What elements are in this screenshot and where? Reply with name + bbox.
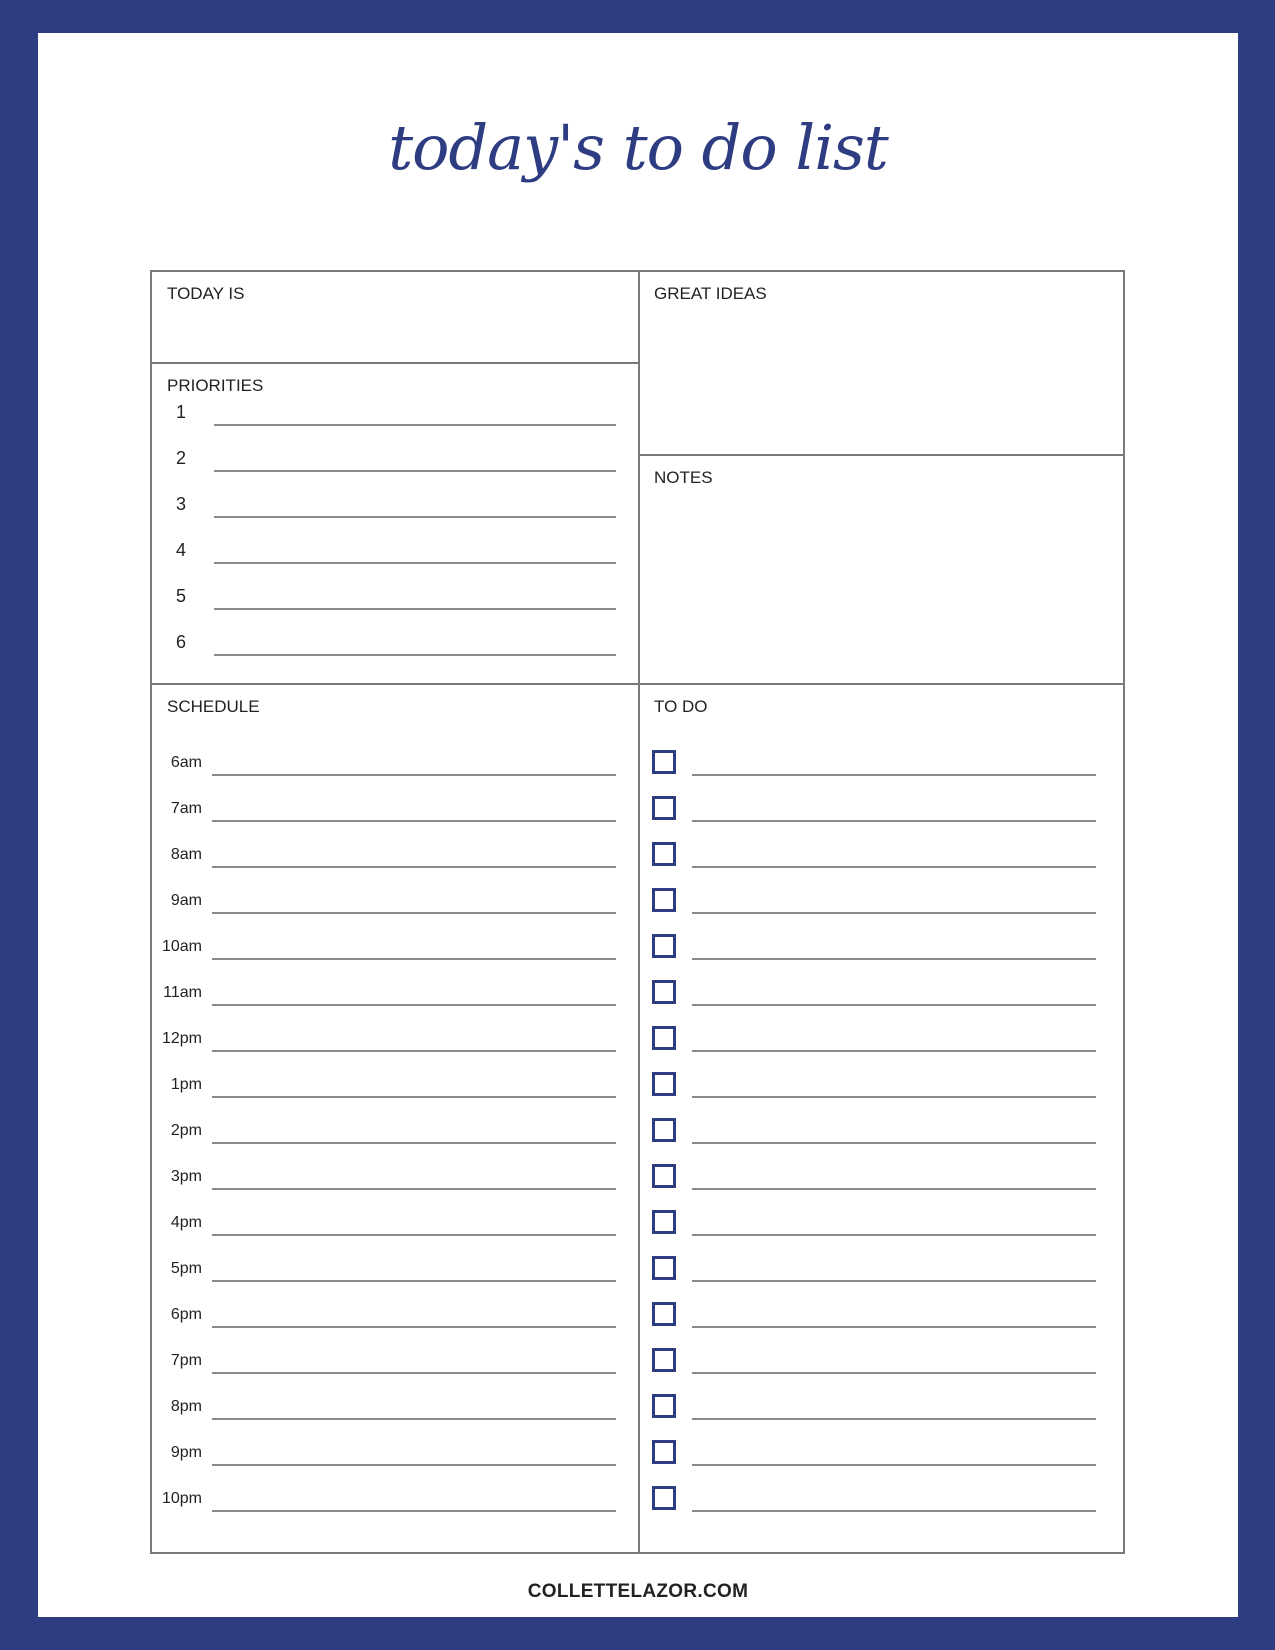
- footer-website: COLLETTELAZOR.COM: [527, 1581, 749, 1602]
- schedule-line[interactable]: [212, 1096, 616, 1098]
- schedule-time-label: 7am: [170, 800, 202, 817]
- todo-checkbox[interactable]: [652, 888, 676, 912]
- todo-label: TO DO: [654, 697, 708, 716]
- priority-number: 1: [176, 402, 187, 422]
- priority-line[interactable]: [214, 424, 616, 426]
- today-priorities-divider: [152, 362, 638, 364]
- todo-line[interactable]: [692, 820, 1096, 822]
- todo-checkbox[interactable]: [652, 750, 676, 774]
- schedule-time-label: 8am: [170, 846, 202, 863]
- schedule-time-label: 1pm: [170, 1076, 202, 1093]
- schedule-time-label: 6am: [170, 754, 202, 771]
- priority-number: 3: [176, 494, 187, 514]
- todo-line[interactable]: [692, 1326, 1096, 1328]
- schedule-line[interactable]: [212, 1188, 616, 1190]
- todo-line[interactable]: [692, 1188, 1096, 1190]
- schedule-label: SCHEDULE: [167, 697, 260, 716]
- todo-checkbox[interactable]: [652, 1394, 676, 1418]
- todo-checkbox[interactable]: [652, 796, 676, 820]
- schedule-time-label: 10am: [161, 938, 202, 955]
- todo-checkbox[interactable]: [652, 1164, 676, 1188]
- priority-line[interactable]: [214, 654, 616, 656]
- todo-checkbox[interactable]: [652, 1026, 676, 1050]
- planner-sheet: [38, 33, 1238, 1617]
- schedule-line[interactable]: [212, 1510, 616, 1512]
- planner-grid: [150, 270, 1125, 1554]
- schedule-time-label: 10pm: [161, 1490, 202, 1507]
- notes-label: NOTES: [654, 468, 713, 487]
- schedule-time-label: 9pm: [170, 1444, 202, 1461]
- todo-checkbox[interactable]: [652, 842, 676, 866]
- todo-line[interactable]: [692, 958, 1096, 960]
- schedule-time-label: 4pm: [170, 1214, 202, 1231]
- priority-line[interactable]: [214, 516, 616, 518]
- todo-line[interactable]: [692, 1004, 1096, 1006]
- priority-number: 2: [176, 448, 187, 468]
- schedule-line[interactable]: [212, 1464, 616, 1466]
- todo-line[interactable]: [692, 866, 1096, 868]
- todo-checkbox[interactable]: [652, 1486, 676, 1510]
- schedule-line[interactable]: [212, 1372, 616, 1374]
- todo-checkbox[interactable]: [652, 1348, 676, 1372]
- schedule-line[interactable]: [212, 1234, 616, 1236]
- schedule-time-label: 8pm: [170, 1398, 202, 1415]
- todo-line[interactable]: [692, 1142, 1096, 1144]
- todo-line[interactable]: [692, 912, 1096, 914]
- todo-checkbox[interactable]: [652, 1118, 676, 1142]
- priority-number: 5: [176, 586, 187, 606]
- todo-line[interactable]: [692, 1050, 1096, 1052]
- page-title: today's to do list: [388, 111, 888, 184]
- schedule-line[interactable]: [212, 1280, 616, 1282]
- priority-line[interactable]: [214, 470, 616, 472]
- todo-line[interactable]: [692, 774, 1096, 776]
- schedule-time-label: 2pm: [170, 1122, 202, 1139]
- todo-checkbox[interactable]: [652, 1440, 676, 1464]
- todo-line[interactable]: [692, 1280, 1096, 1282]
- schedule-line[interactable]: [212, 1418, 616, 1420]
- schedule-time-label: 6pm: [170, 1306, 202, 1323]
- todo-line[interactable]: [692, 1234, 1096, 1236]
- today-is-label: TODAY IS: [167, 284, 245, 303]
- todo-checkbox[interactable]: [652, 980, 676, 1004]
- schedule-time-label: 3pm: [170, 1168, 202, 1185]
- priorities-label: PRIORITIES: [167, 376, 264, 395]
- upper-lower-divider: [152, 683, 1125, 685]
- center-divider: [638, 272, 640, 1552]
- priority-number: 6: [176, 632, 187, 652]
- schedule-line[interactable]: [212, 1050, 616, 1052]
- todo-checkbox[interactable]: [652, 934, 676, 958]
- schedule-time-label: 7pm: [170, 1352, 202, 1369]
- great-ideas-label: GREAT IDEAS: [654, 284, 767, 303]
- schedule-line[interactable]: [212, 912, 616, 914]
- schedule-line[interactable]: [212, 958, 616, 960]
- schedule-line[interactable]: [212, 1326, 616, 1328]
- todo-line[interactable]: [692, 1510, 1096, 1512]
- priority-number: 4: [176, 540, 187, 560]
- ideas-notes-divider: [640, 454, 1125, 456]
- todo-checkbox[interactable]: [652, 1210, 676, 1234]
- schedule-line[interactable]: [212, 866, 616, 868]
- todo-line[interactable]: [692, 1096, 1096, 1098]
- schedule-time-label: 5pm: [170, 1260, 202, 1277]
- todo-line[interactable]: [692, 1372, 1096, 1374]
- priority-line[interactable]: [214, 608, 616, 610]
- schedule-time-label: 12pm: [161, 1030, 202, 1047]
- schedule-line[interactable]: [212, 820, 616, 822]
- todo-checkbox[interactable]: [652, 1072, 676, 1096]
- todo-line[interactable]: [692, 1464, 1096, 1466]
- todo-checkbox[interactable]: [652, 1256, 676, 1280]
- todo-line[interactable]: [692, 1418, 1096, 1420]
- todo-checkbox[interactable]: [652, 1302, 676, 1326]
- priority-line[interactable]: [214, 562, 616, 564]
- schedule-line[interactable]: [212, 1004, 616, 1006]
- schedule-time-label: 11am: [163, 984, 202, 1001]
- schedule-time-label: 9am: [170, 892, 202, 909]
- schedule-line[interactable]: [212, 774, 616, 776]
- schedule-line[interactable]: [212, 1142, 616, 1144]
